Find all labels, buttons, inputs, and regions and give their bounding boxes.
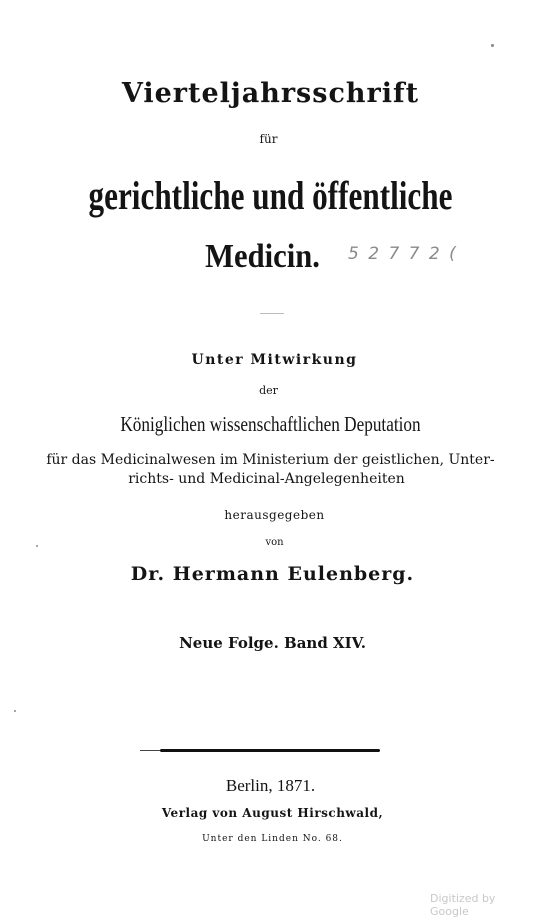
journal-title-line-4: Medicin. xyxy=(205,238,320,275)
series-volume: Neue Folge. Band XIV. xyxy=(179,634,366,652)
contributors-heading: Unter Mitwirkung xyxy=(191,352,358,368)
editor-label: herausgegeben xyxy=(224,508,325,522)
imprint-address: Unter den Linden No. 68. xyxy=(202,834,343,844)
imprint-rule xyxy=(160,749,380,752)
journal-title-line-3: gerichtliche und öffentliche xyxy=(88,173,453,218)
editor-name: Dr. Hermann Eulenberg. xyxy=(130,563,415,585)
digitization-watermark: Digitized by Google xyxy=(430,892,496,918)
small-dash-divider xyxy=(260,313,284,314)
editor-von: von xyxy=(265,537,284,548)
contributors-der: der xyxy=(259,384,278,397)
contributors-detail-1: für das Medicinalwesen im Ministerium der geistlichen, Unter- xyxy=(46,452,495,468)
imprint-publisher: Verlag von August Hirschwald, xyxy=(161,806,384,820)
imprint-place-year: Berlin, 1871. xyxy=(225,776,316,795)
contributors-body: Königlichen wissenschaftlichen Deputation xyxy=(120,412,421,436)
speck xyxy=(491,44,494,47)
journal-title-line-1: Vierteljahrsschrift xyxy=(121,78,420,109)
speck xyxy=(36,545,38,547)
handwritten-note: 5 2 7 7 2 ( xyxy=(348,244,458,264)
contributors-detail-2: richts- und Medicinal-Angelegenheiten xyxy=(128,471,405,487)
speck xyxy=(14,710,16,712)
journal-title-line-2: für xyxy=(259,132,278,146)
